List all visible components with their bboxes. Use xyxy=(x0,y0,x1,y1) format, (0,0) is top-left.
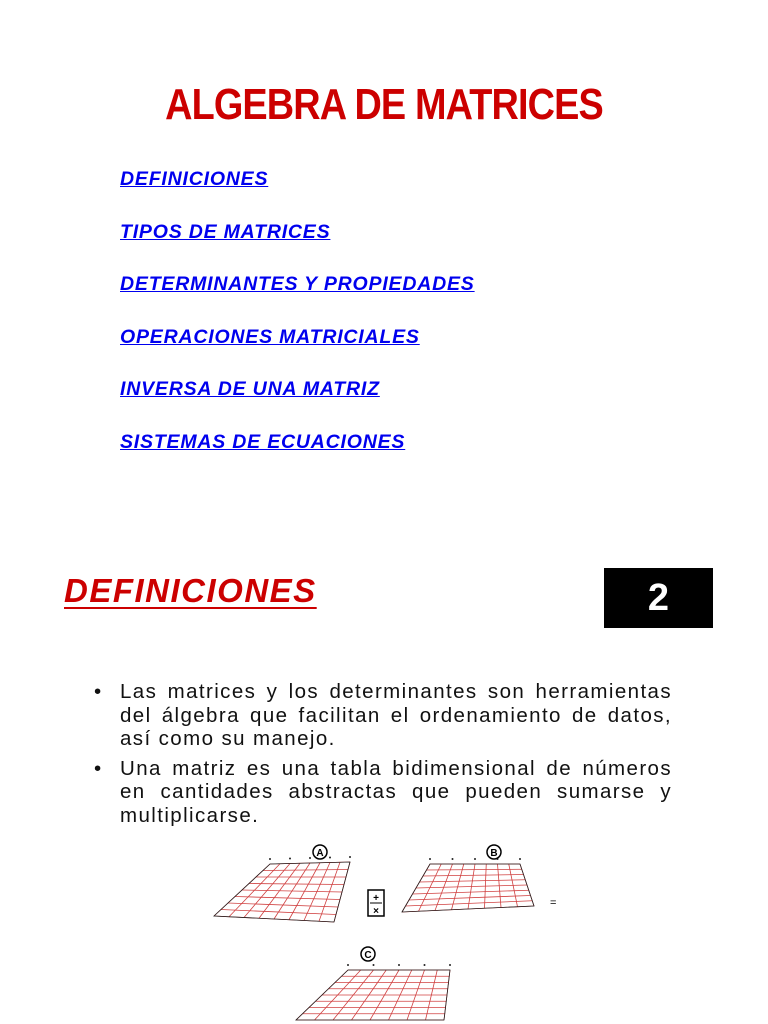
grid-line xyxy=(228,903,338,907)
bullet-dot: • xyxy=(94,680,103,703)
grid-node xyxy=(269,858,271,860)
bullet-item xyxy=(92,680,672,751)
grid-line xyxy=(235,897,340,900)
bullet-list xyxy=(92,680,672,833)
grid-node xyxy=(424,964,426,966)
grid-node xyxy=(309,857,311,859)
toc-link-determinantes[interactable]: DETERMINANTES Y PROPIEDADES xyxy=(120,273,475,295)
grid-c xyxy=(296,964,451,1020)
toc-item xyxy=(120,273,475,326)
table-of-contents xyxy=(120,168,475,483)
toc-link-inversa[interactable]: INVERSA DE UNA MATRIZ xyxy=(120,378,380,400)
matrix-grid-figure xyxy=(200,842,580,1024)
bullet-text: Las matrices y los determinantes son herramientas del álgebra que facilitan el ordenamiento de datos, así como su manejo. xyxy=(120,680,672,750)
grid-node xyxy=(449,964,451,966)
label-c: C xyxy=(364,950,372,961)
bullet-item xyxy=(92,757,672,828)
grid-node xyxy=(398,964,400,966)
grid-node xyxy=(519,858,521,860)
toc-link-tipos-de-matrices[interactable]: TIPOS DE MATRICES xyxy=(120,220,331,243)
label-b: B xyxy=(490,848,498,859)
page-number-badge: 2 xyxy=(604,568,713,628)
equals-sign: = xyxy=(550,897,557,909)
toc-link-operaciones[interactable]: OPERACIONES MATRICIALES xyxy=(120,325,420,348)
toc-link-definiciones[interactable]: DEFINICIONES xyxy=(120,168,269,190)
toc-item xyxy=(120,168,475,221)
grid-node xyxy=(329,857,331,859)
grid-node xyxy=(349,856,351,858)
matrix-grid-illustration xyxy=(200,842,580,1024)
toc-link-sistemas[interactable]: SISTEMAS DE ECUACIONES xyxy=(120,430,406,453)
section-heading: DEFINICIONES xyxy=(64,572,317,609)
grid-node xyxy=(429,858,431,860)
grid-node xyxy=(452,858,454,860)
grid-node xyxy=(347,964,349,966)
grid-a xyxy=(214,856,351,922)
bullet-dot: • xyxy=(94,756,103,780)
operator-plus: + xyxy=(373,893,379,904)
grid-node xyxy=(373,964,375,966)
page-title: ALGEBRA DE MATRICES xyxy=(165,80,603,129)
bullet-text: Una matriz es una tabla bidimensional de números en cantidades abstractas que pueden sumarse y multiplicarse. xyxy=(120,756,672,827)
label-a: A xyxy=(316,848,324,859)
operator-times: × xyxy=(373,906,379,917)
toc-item xyxy=(120,378,475,431)
grid-b xyxy=(402,858,534,912)
grid-line xyxy=(221,910,336,915)
grid-node xyxy=(474,858,476,860)
toc-item xyxy=(120,431,475,484)
slide-2 xyxy=(0,520,768,1024)
toc-item xyxy=(120,221,475,274)
grid-node xyxy=(289,858,291,860)
toc-item xyxy=(120,326,475,379)
